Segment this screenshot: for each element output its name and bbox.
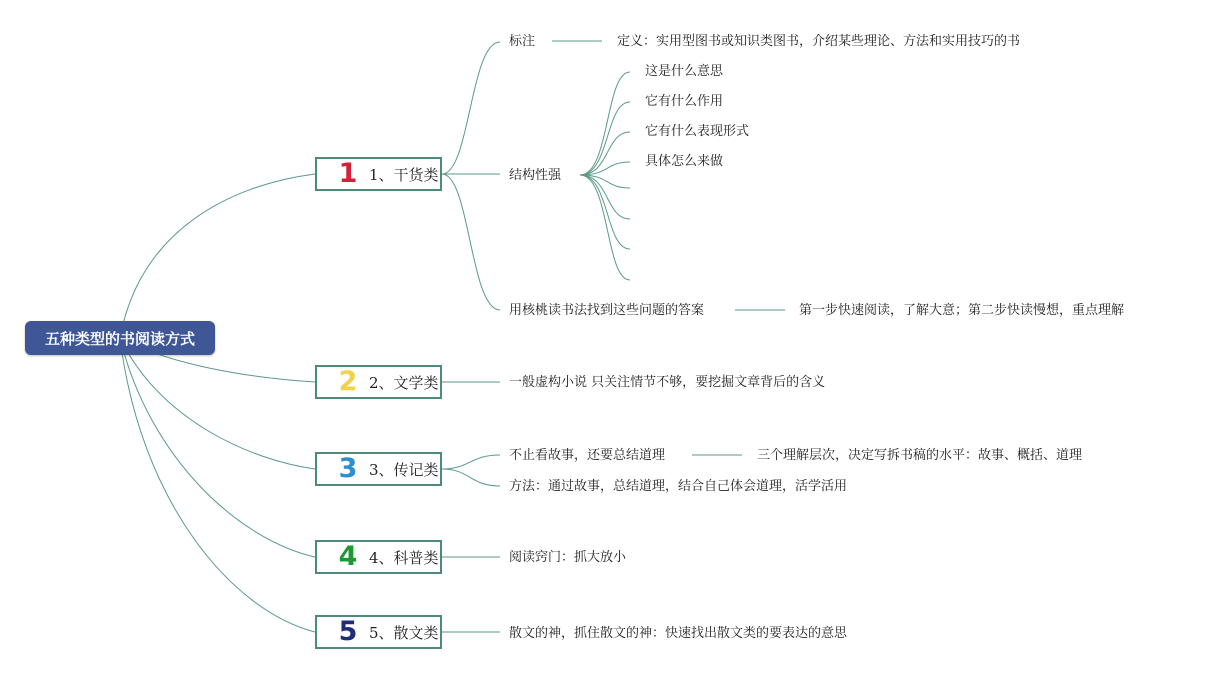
category-prose[interactable] [315, 615, 442, 649]
number-1-icon: 1 [338, 158, 358, 189]
question-item[interactable]: 它有什么表现形式 [645, 124, 750, 139]
number-5-icon: 5 [338, 616, 358, 647]
number-2-icon: 2 [338, 366, 358, 397]
category-label: 4、科普类 [369, 548, 439, 567]
question-item[interactable]: 这是什么意思 [645, 64, 724, 79]
category-literature[interactable] [315, 365, 442, 399]
subtopic-steps[interactable]: 第一步快速阅读，了解大意；第二步快读慢想，重点理解 [799, 303, 1125, 318]
number-3-icon: 3 [338, 453, 358, 484]
subtopic-structure[interactable]: 结构性强 [509, 168, 562, 183]
root-topic[interactable] [25, 321, 215, 355]
subtopic-literature-note[interactable]: 一般虚构小说 只关注情节不够，要挖掘文章背后的含义 [509, 375, 826, 390]
subtopic-biography-method[interactable]: 方法：通过故事，总结道理，结合自己体会道理，活学活用 [509, 479, 848, 494]
category-label: 1、干货类 [369, 165, 439, 184]
question-item[interactable]: 具体怎么来做 [645, 154, 724, 169]
category-dry-goods[interactable] [315, 157, 442, 191]
category-label: 2、文学类 [369, 373, 439, 392]
subtopic-science-tip[interactable]: 阅读窍门：抓大放小 [509, 550, 627, 565]
subtopic-annotation[interactable]: 标注 [509, 34, 536, 49]
root-topic-label: 五种类型的书阅读方式 [44, 329, 195, 348]
category-label: 5、散文类 [369, 623, 439, 642]
subtopic-prose-spirit[interactable]: 散文的神，抓住散文的神：快速找出散文类的要表达的意思 [509, 626, 848, 641]
category-science[interactable] [315, 540, 442, 574]
category-biography[interactable] [315, 452, 442, 486]
question-item[interactable]: 它有什么作用 [645, 94, 724, 109]
subtopic-definition[interactable]: 定义：实用型图书或知识类图书，介绍某些理论、方法和实用技巧的书 [617, 34, 1021, 49]
category-label: 3、传记类 [369, 460, 439, 479]
subtopic-biography-levels[interactable]: 三个理解层次，决定写拆书稿的水平：故事、概括、道理 [757, 448, 1083, 463]
number-4-icon: 4 [338, 541, 358, 572]
subtopic-method[interactable]: 用核桃读书法找到这些问题的答案 [509, 303, 705, 318]
subtopic-biography-summary[interactable]: 不止看故事，还要总结道理 [509, 448, 666, 463]
